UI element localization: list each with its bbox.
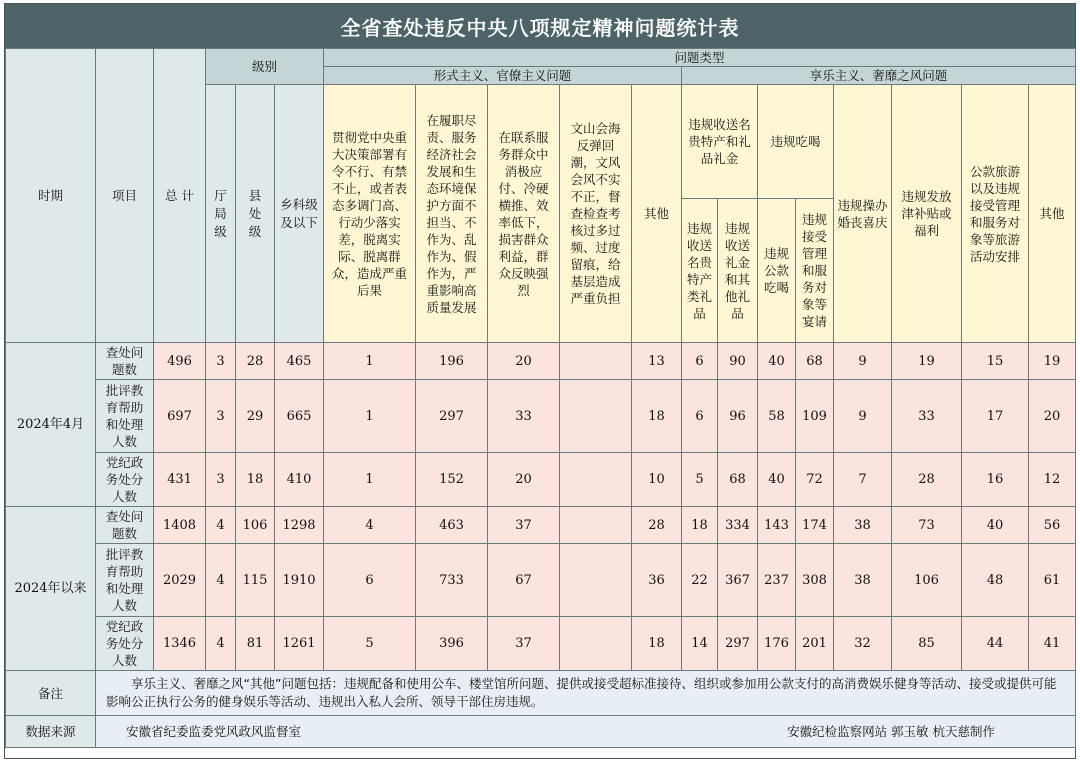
value-cell: 297 xyxy=(718,617,758,671)
value-cell: 96 xyxy=(718,380,758,453)
value-cell: 20 xyxy=(488,343,560,380)
value-cell: 1261 xyxy=(275,617,324,671)
value-cell: 106 xyxy=(892,544,962,617)
row-item-label: 批评教育帮助和处理人数 xyxy=(96,544,154,617)
value-cell: 4 xyxy=(206,544,236,617)
value-cell: 6 xyxy=(682,343,718,380)
value-cell: 17 xyxy=(962,380,1029,453)
header-subsidy: 违规发放津补贴或福利 xyxy=(892,85,962,343)
value-cell: 1408 xyxy=(154,507,206,544)
value-cell: 19 xyxy=(892,343,962,380)
value-cell: 40 xyxy=(758,453,796,507)
header-hedonism-group: 享乐主义、奢靡之风问题 xyxy=(682,67,1076,85)
table-row xyxy=(6,507,1076,544)
value-cell xyxy=(560,453,632,507)
row-item-label: 党纪政务处分人数 xyxy=(96,617,154,671)
value-cell xyxy=(560,617,632,671)
value-cell: 1298 xyxy=(275,507,324,544)
header-hedonism-other: 其他 xyxy=(1029,85,1076,343)
value-cell: 1 xyxy=(324,453,416,507)
value-cell: 665 xyxy=(275,380,324,453)
value-cell: 29 xyxy=(236,380,275,453)
source-left: 安徽省纪委监委党风政风监督室 xyxy=(126,724,302,739)
table-row xyxy=(6,544,1076,617)
value-cell: 3 xyxy=(206,380,236,453)
header-level-xiang: 乡科级及以下 xyxy=(275,85,324,343)
value-cell: 18 xyxy=(632,617,682,671)
header-item: 项目 xyxy=(96,49,154,343)
value-cell: 367 xyxy=(718,544,758,617)
value-cell: 297 xyxy=(416,380,488,453)
source-cell xyxy=(96,716,1076,748)
source-right: 安徽纪检监察网站 郭玉敏 杭天慈制作 xyxy=(787,724,996,739)
value-cell: 37 xyxy=(488,617,560,671)
value-cell: 68 xyxy=(718,453,758,507)
value-cell: 308 xyxy=(796,544,834,617)
value-cell: 90 xyxy=(718,343,758,380)
header-wedding: 违规操办婚丧喜庆 xyxy=(834,85,892,343)
value-cell: 72 xyxy=(796,453,834,507)
header-formalism-other: 其他 xyxy=(632,85,682,343)
table-row xyxy=(6,343,1076,380)
value-cell: 18 xyxy=(236,453,275,507)
value-cell: 4 xyxy=(324,507,416,544)
value-cell: 174 xyxy=(796,507,834,544)
value-cell: 81 xyxy=(236,617,275,671)
value-cell: 10 xyxy=(632,453,682,507)
value-cell: 7 xyxy=(834,453,892,507)
value-cell: 1 xyxy=(324,380,416,453)
header-eat-b: 违规接受管理和服务对象等宴请 xyxy=(796,199,834,343)
value-cell: 12 xyxy=(1029,453,1076,507)
value-cell: 196 xyxy=(416,343,488,380)
header-period: 时期 xyxy=(6,49,96,343)
header-formalism-group: 形式主义、官僚主义问题 xyxy=(324,67,682,85)
value-cell: 73 xyxy=(892,507,962,544)
value-cell: 431 xyxy=(154,453,206,507)
value-cell: 18 xyxy=(682,507,718,544)
value-cell: 28 xyxy=(892,453,962,507)
header-formalism-4: 文山会海反弹回潮，文风会风不实不正，督查检查考核过多过频、过度留痕，给基层造成严重负担 xyxy=(560,85,632,343)
value-cell: 36 xyxy=(632,544,682,617)
value-cell: 1346 xyxy=(154,617,206,671)
value-cell: 152 xyxy=(416,453,488,507)
value-cell: 4 xyxy=(206,507,236,544)
value-cell: 2029 xyxy=(154,544,206,617)
value-cell: 44 xyxy=(962,617,1029,671)
value-cell: 9 xyxy=(834,343,892,380)
value-cell: 33 xyxy=(488,380,560,453)
value-cell: 106 xyxy=(236,507,275,544)
value-cell: 38 xyxy=(834,544,892,617)
value-cell: 6 xyxy=(682,380,718,453)
value-cell: 41 xyxy=(1029,617,1076,671)
header-problem-type: 问题类型 xyxy=(324,49,1076,67)
value-cell: 13 xyxy=(632,343,682,380)
value-cell: 5 xyxy=(682,453,718,507)
note-label: 备注 xyxy=(6,671,96,716)
header-formalism-1: 贯彻党中央重大决策部署有令不行、有禁不止，或者表态多调门高、行动少落实差，脱离实际、脱离群众，造成严重后果 xyxy=(324,85,416,343)
header-eat-group: 违规吃喝 xyxy=(758,85,834,199)
value-cell: 115 xyxy=(236,544,275,617)
note-text: 享乐主义、奢靡之风“其他”问题包括：违规配备和使用公车、楼堂馆所问题、提供或接受超标准接待、组织或参加用公款支付的高消费娱乐健身等活动、接受或提供可能影响公正执行公务的健身娱乐等活动、违规出入私人会所、领导干部住房违规。 xyxy=(96,671,1076,716)
value-cell: 14 xyxy=(682,617,718,671)
value-cell xyxy=(560,544,632,617)
value-cell: 334 xyxy=(718,507,758,544)
header-travel: 公款旅游以及违规接受管理和服务对象等旅游活动安排 xyxy=(962,85,1029,343)
row-item-label: 查处问题数 xyxy=(96,507,154,544)
stat-table-card xyxy=(4,3,1076,759)
source-label: 数据来源 xyxy=(6,716,96,748)
value-cell: 396 xyxy=(416,617,488,671)
value-cell: 67 xyxy=(488,544,560,617)
value-cell: 19 xyxy=(1029,343,1076,380)
value-cell: 28 xyxy=(632,507,682,544)
header-gifts-a: 违规收送名贵特产类礼品 xyxy=(682,199,718,343)
value-cell: 85 xyxy=(892,617,962,671)
header-level-ting: 厅局级 xyxy=(206,85,236,343)
value-cell xyxy=(560,507,632,544)
header-total: 总 计 xyxy=(154,49,206,343)
value-cell: 176 xyxy=(758,617,796,671)
value-cell: 32 xyxy=(834,617,892,671)
table-title: 全省查处违反中央八项规定精神问题统计表 xyxy=(5,4,1075,48)
value-cell: 58 xyxy=(758,380,796,453)
value-cell: 33 xyxy=(892,380,962,453)
value-cell: 20 xyxy=(1029,380,1076,453)
value-cell: 40 xyxy=(962,507,1029,544)
value-cell: 465 xyxy=(275,343,324,380)
value-cell: 697 xyxy=(154,380,206,453)
header-formalism-2: 在履职尽责、服务经济社会发展和生态环境保护方面不担当、不作为、乱作为、假作为，严重影响高质量发展 xyxy=(416,85,488,343)
value-cell: 3 xyxy=(206,453,236,507)
value-cell: 5 xyxy=(324,617,416,671)
row-item-label: 批评教育帮助和处理人数 xyxy=(96,380,154,453)
value-cell: 4 xyxy=(206,617,236,671)
header-gifts-b: 违规收送礼金和其他礼品 xyxy=(718,199,758,343)
header-level-group: 级别 xyxy=(206,49,324,85)
value-cell: 48 xyxy=(962,544,1029,617)
value-cell: 9 xyxy=(834,380,892,453)
period-cell: 2024年4月 xyxy=(6,343,96,507)
header-formalism-3: 在联系服务群众中消极应付、冷硬横推、效率低下，损害群众利益，群众反映强烈 xyxy=(488,85,560,343)
value-cell: 237 xyxy=(758,544,796,617)
statistics-table xyxy=(5,48,1076,748)
value-cell: 40 xyxy=(758,343,796,380)
value-cell: 20 xyxy=(488,453,560,507)
row-item-label: 查处问题数 xyxy=(96,343,154,380)
period-cell: 2024年以来 xyxy=(6,507,96,671)
table-row xyxy=(6,617,1076,671)
value-cell: 410 xyxy=(275,453,324,507)
value-cell: 201 xyxy=(796,617,834,671)
value-cell: 733 xyxy=(416,544,488,617)
header-eat-a: 违规公款吃喝 xyxy=(758,199,796,343)
header-level-xian: 县处级 xyxy=(236,85,275,343)
value-cell: 18 xyxy=(632,380,682,453)
value-cell: 143 xyxy=(758,507,796,544)
value-cell: 37 xyxy=(488,507,560,544)
value-cell xyxy=(560,380,632,453)
value-cell: 61 xyxy=(1029,544,1076,617)
value-cell: 463 xyxy=(416,507,488,544)
value-cell: 16 xyxy=(962,453,1029,507)
value-cell: 38 xyxy=(834,507,892,544)
value-cell: 1 xyxy=(324,343,416,380)
value-cell: 56 xyxy=(1029,507,1076,544)
value-cell: 28 xyxy=(236,343,275,380)
value-cell: 15 xyxy=(962,343,1029,380)
table-row xyxy=(6,380,1076,453)
value-cell: 68 xyxy=(796,343,834,380)
table-row xyxy=(6,453,1076,507)
value-cell: 496 xyxy=(154,343,206,380)
value-cell: 109 xyxy=(796,380,834,453)
row-item-label: 党纪政务处分人数 xyxy=(96,453,154,507)
value-cell: 6 xyxy=(324,544,416,617)
value-cell xyxy=(560,343,632,380)
value-cell: 22 xyxy=(682,544,718,617)
value-cell: 3 xyxy=(206,343,236,380)
header-gifts-group: 违规收送名贵特产和礼品礼金 xyxy=(682,85,758,199)
value-cell: 1910 xyxy=(275,544,324,617)
